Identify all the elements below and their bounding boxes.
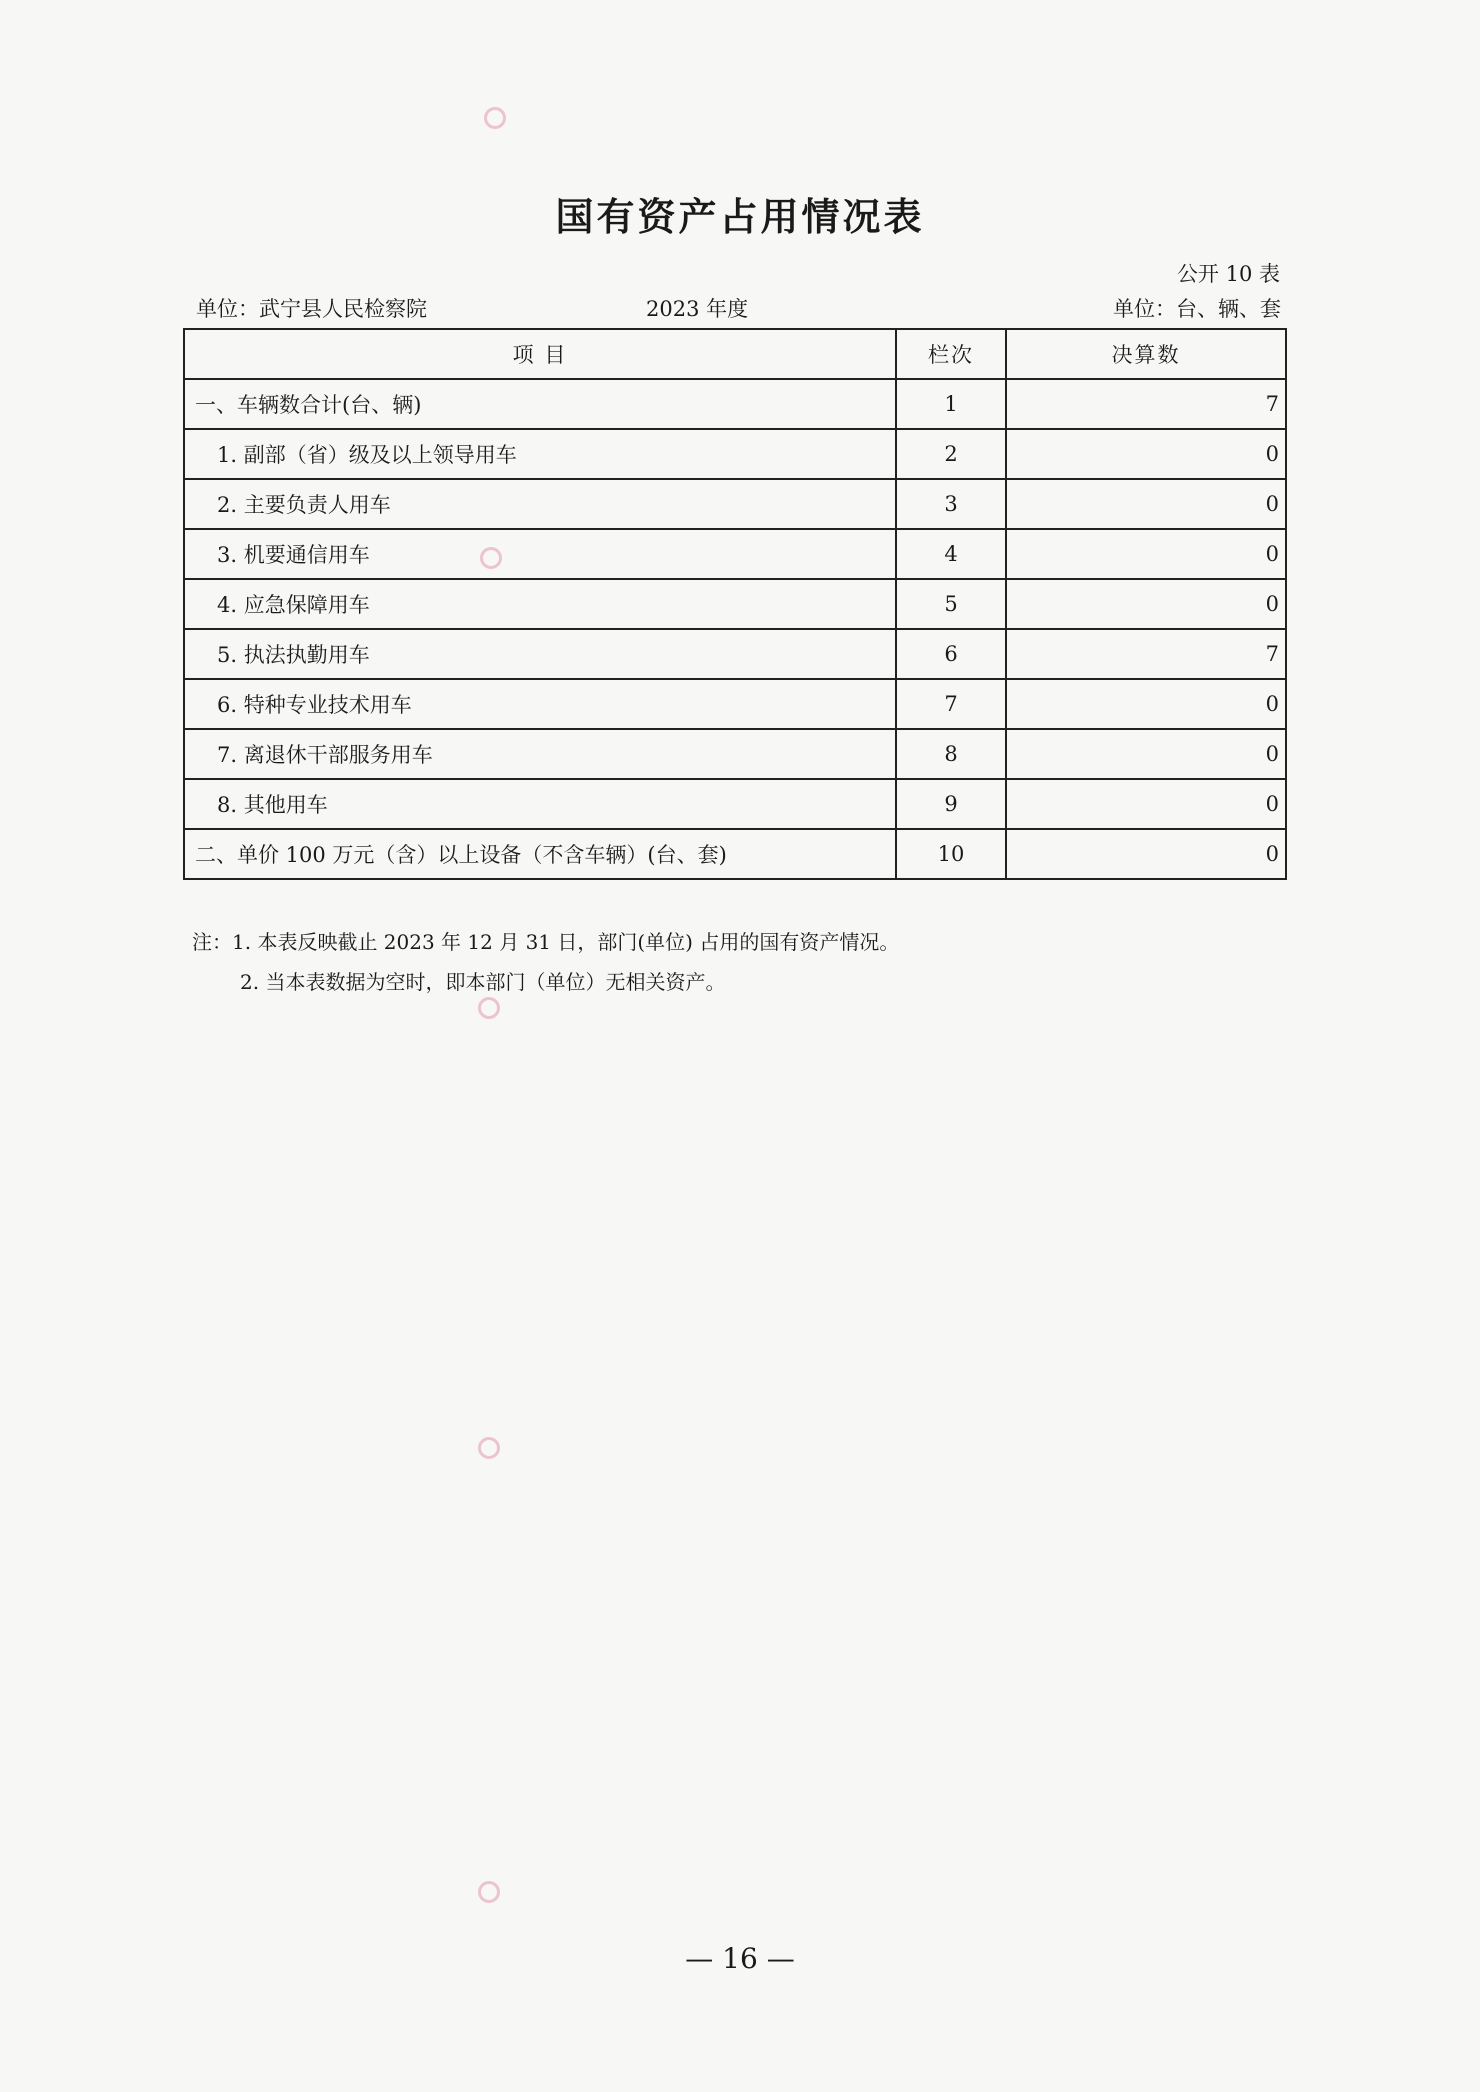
table-row	[184, 729, 1286, 779]
table-row	[184, 529, 1286, 579]
row-value: 0	[1006, 679, 1286, 729]
form-code: 公开 10 表	[1176, 262, 1280, 286]
asset-table	[183, 328, 1287, 880]
row-value: 0	[1006, 729, 1286, 779]
row-seq: 9	[896, 779, 1006, 829]
row-item: 1. 副部（省）级及以上领导用车	[184, 429, 896, 479]
row-seq: 10	[896, 829, 1006, 879]
fiscal-year: 2023 年度	[646, 297, 749, 321]
seal-mark	[478, 1881, 500, 1903]
measure-unit: 单位：台、辆、套	[1113, 297, 1281, 321]
table-header-row	[184, 329, 1286, 379]
meta-row	[196, 293, 1281, 323]
table-row	[184, 379, 1286, 429]
table-row	[184, 579, 1286, 629]
page-title: 国有资产占用情况表	[555, 195, 925, 239]
row-value: 0	[1006, 579, 1286, 629]
row-seq: 2	[896, 429, 1006, 479]
row-seq: 7	[896, 679, 1006, 729]
seal-mark	[484, 107, 506, 129]
row-item: 3. 机要通信用车	[184, 529, 896, 579]
row-seq: 8	[896, 729, 1006, 779]
table-row	[184, 429, 1286, 479]
row-item: 5. 执法执勤用车	[184, 629, 896, 679]
row-value: 7	[1006, 379, 1286, 429]
notes	[192, 922, 899, 1002]
row-seq: 5	[896, 579, 1006, 629]
row-item: 2. 主要负责人用车	[184, 479, 896, 529]
row-item: 7. 离退休干部服务用车	[184, 729, 896, 779]
row-value: 0	[1006, 429, 1286, 479]
table-row	[184, 479, 1286, 529]
row-value: 0	[1006, 779, 1286, 829]
row-value: 0	[1006, 529, 1286, 579]
header-seq: 栏次	[896, 329, 1006, 379]
row-seq: 1	[896, 379, 1006, 429]
row-seq: 3	[896, 479, 1006, 529]
row-value: 0	[1006, 829, 1286, 879]
table-row	[184, 679, 1286, 729]
table-row	[184, 629, 1286, 679]
table-row	[184, 829, 1286, 879]
page-number: — 16 —	[685, 1942, 795, 1975]
header-item: 项 目	[184, 329, 896, 379]
row-item: 4. 应急保障用车	[184, 579, 896, 629]
row-item: 一、车辆数合计(台、辆)	[184, 379, 896, 429]
seal-mark	[478, 1437, 500, 1459]
row-item: 8. 其他用车	[184, 779, 896, 829]
row-item: 二、单价 100 万元（含）以上设备（不含车辆）(台、套)	[184, 829, 896, 879]
note-line: 2. 当本表数据为空时，即本部门（单位）无相关资产。	[240, 970, 726, 994]
row-value: 0	[1006, 479, 1286, 529]
row-item: 6. 特种专业技术用车	[184, 679, 896, 729]
row-seq: 6	[896, 629, 1006, 679]
note-line: 注：1. 本表反映截止 2023 年 12 月 31 日，部门(单位) 占用的国有资产情况。	[192, 930, 900, 954]
table-row	[184, 779, 1286, 829]
unit-name: 单位：武宁县人民检察院	[196, 297, 427, 321]
row-value: 7	[1006, 629, 1286, 679]
header-value: 决算数	[1006, 329, 1286, 379]
row-seq: 4	[896, 529, 1006, 579]
